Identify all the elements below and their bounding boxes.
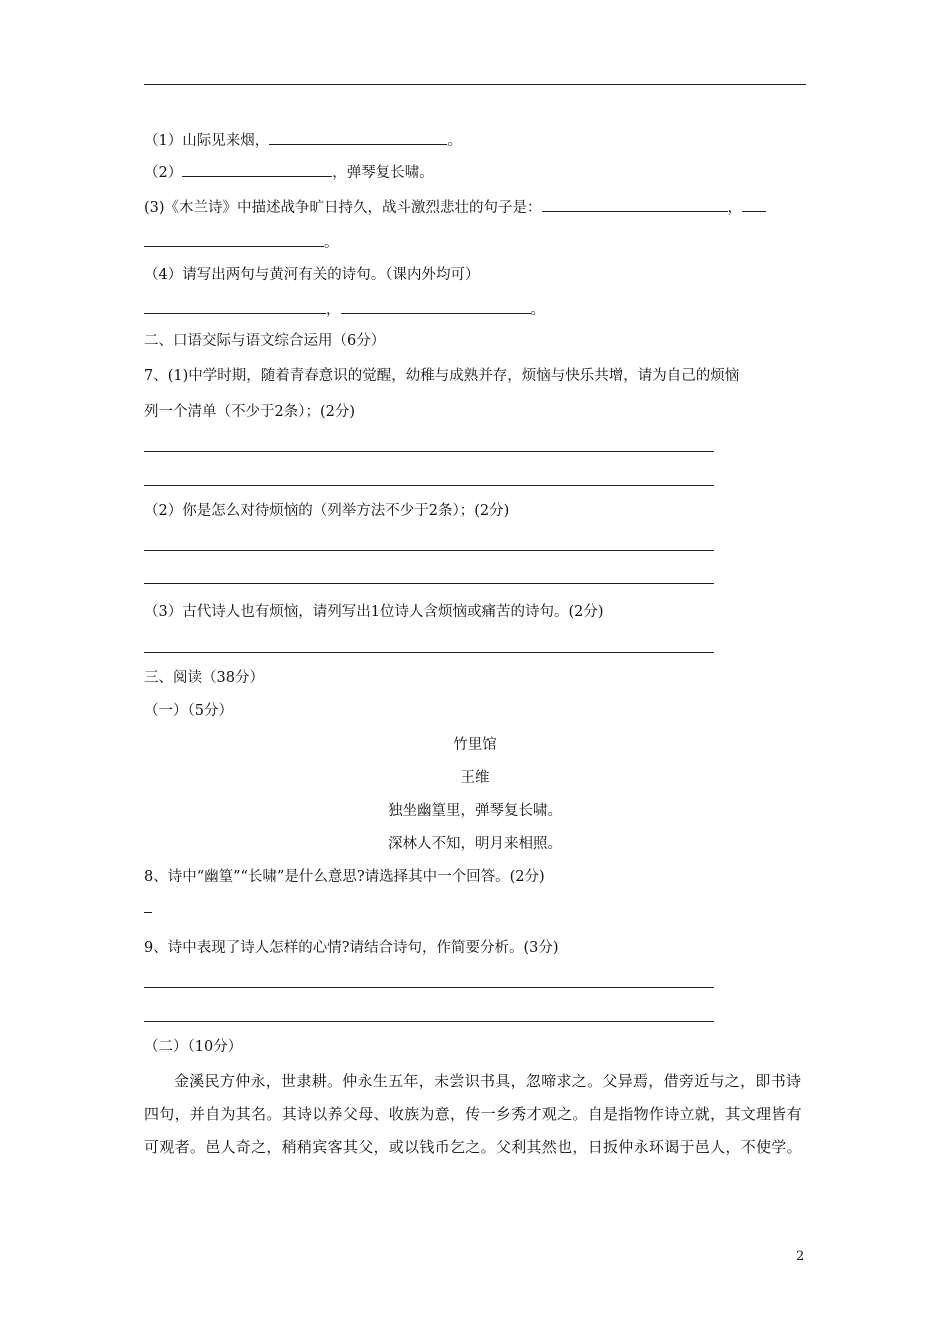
answer-blank: [144, 297, 326, 314]
answer-blank: [742, 195, 766, 212]
header-rule: [144, 84, 806, 85]
answer-line: [144, 1021, 714, 1022]
question-7-1-line1: 7、(1)中学时期，随着青春意识的觉醒，幼稚与成熟并存，烦恼与快乐共增，请为自己的烦恼: [144, 368, 740, 384]
answer-line: [144, 550, 714, 551]
answer-line: [144, 987, 714, 988]
question-6-3: (3)《木兰诗》中描述战争旷日持久，战斗激烈悲壮的句子是： ，: [144, 195, 766, 219]
question-7-1-line2: 列一个清单（不少于2条）；(2分): [144, 404, 356, 420]
answer-mark: [144, 912, 152, 913]
section-2-heading: 二、口语交际与语文综合运用（6分）: [144, 333, 386, 349]
answer-blank: [542, 195, 728, 212]
question-6-2: （2） ，弹琴复长啸。: [144, 160, 434, 184]
poem-author: 王维: [460, 770, 490, 786]
poem-line-1: 独坐幽篁里，弹琴复长啸。: [388, 803, 562, 819]
answer-line: [144, 652, 714, 653]
part-1-heading: （一）（5分）: [144, 703, 233, 719]
answer-blank: [269, 128, 447, 145]
answer-blank: [341, 297, 531, 314]
question-8: 8、诗中“幽篁”“长啸”是什么意思?请选择其中一个回答。(2分): [144, 869, 545, 885]
question-6-4-blanks: ， 。: [144, 297, 545, 321]
answer-line: [144, 583, 714, 584]
question-7-3: （3）古代诗人也有烦恼，请列写出1位诗人含烦恼或痛苦的诗句。(2分): [144, 604, 604, 620]
classical-passage: 金溪民方仲永，世隶耕。仲永生五年，未尝识书具，忽啼求之。父异焉，借旁近与之，即书诗四句，并自为其名。其诗以养父母、收族为意，传一乡秀才观之。自是指物作诗立就，其文理皆有可观者。邑人奇之，稍稍宾客其父，或以钱币乞之。父利其然也，日扳仲永环谒于邑人，不使学。: [144, 1072, 802, 1156]
section-3-heading: 三、阅读（38分）: [144, 670, 264, 686]
question-6-3-cont: 。: [144, 230, 339, 254]
question-6-1: （1）山际见来烟， 。: [144, 128, 462, 152]
page-number: 2: [796, 1249, 805, 1264]
answer-blank: [144, 230, 324, 247]
question-9: 9、诗中表现了诗人怎样的心情?请结合诗句，作简要分析。(3分): [144, 940, 559, 956]
part-2-heading: （二）（10分）: [144, 1039, 243, 1055]
answer-blank: [182, 160, 332, 177]
poem-title: 竹里馆: [453, 737, 497, 753]
answer-line: [144, 485, 714, 486]
question-6-4: （4）请写出两句与黄河有关的诗句。（课内外均可）: [144, 267, 480, 283]
answer-line: [144, 451, 714, 452]
question-7-2: （2）你是怎么对待烦恼的（列举方法不少于2条）；(2分): [144, 503, 510, 519]
poem-line-2: 深林人不知，明月来相照。: [388, 836, 562, 852]
